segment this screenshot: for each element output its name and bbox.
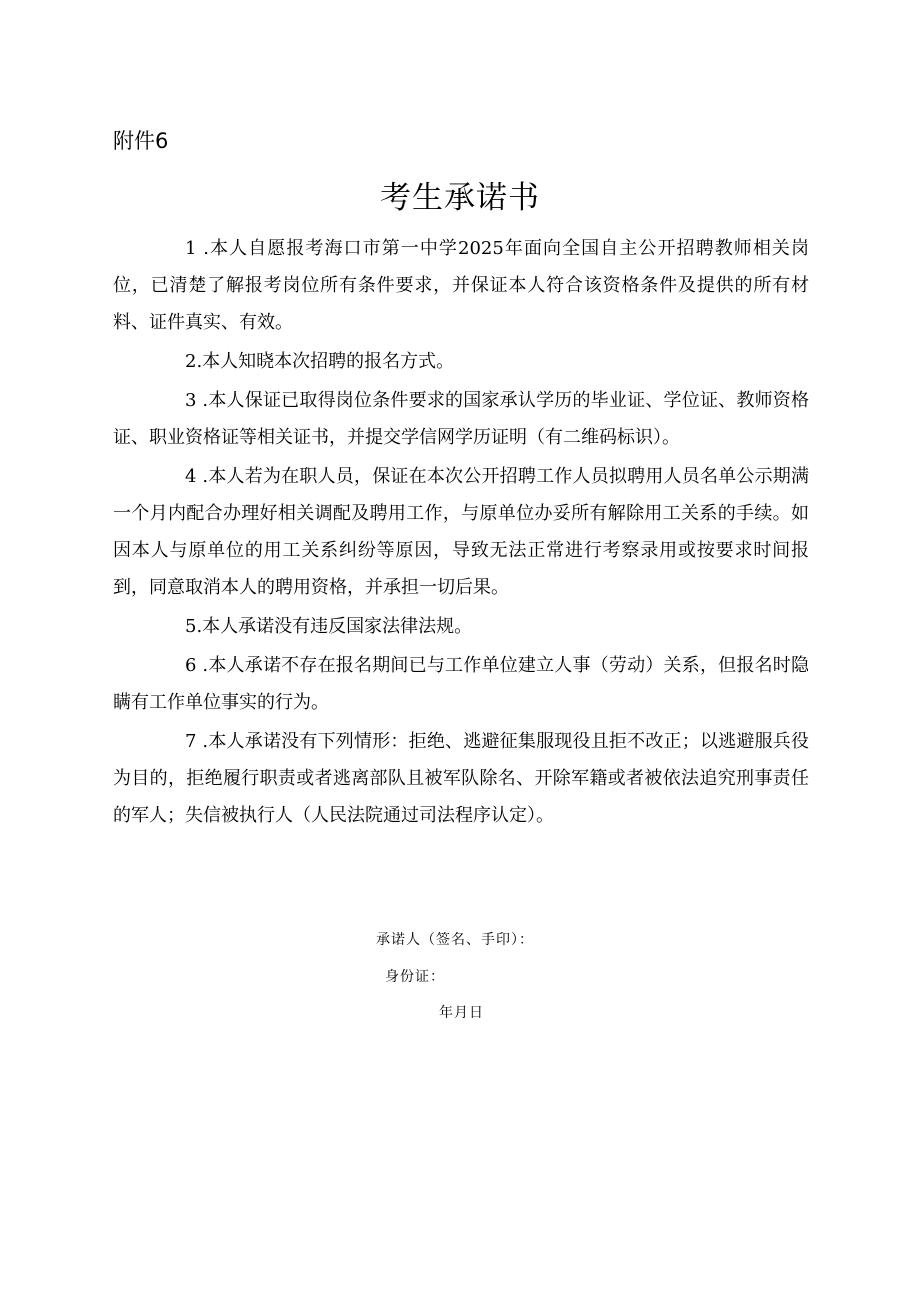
item-text: .本人承诺不存在报名期间已与工作单位建立人事（劳动）关系，但报名时隐瞒有工作单位事实的行为。 (113, 655, 809, 713)
list-item (113, 458, 809, 606)
list-item (113, 723, 809, 834)
document-title: 考生承诺书 (380, 180, 540, 216)
item-text: .本人自愿报考海口市第一中学2025年面向全国自主公开招聘教师相关岗位，已清楚了解报考岗位所有条件要求，并保证本人符合该资格条件及提供的所有材料、证件真实、有效。 (113, 238, 809, 333)
item-text: .本人承诺没有下列情形：拒绝、逃避征集服现役且拒不改正；以逃避服兵役为目的，拒绝履行职责或者逃离部队且被军队除名、开除军籍或者被依法追究刑事责任的军人；失信被执行人（人民法院通过司法程序认定）。 (113, 731, 809, 826)
item-number: 1 (185, 238, 197, 259)
list-item (113, 382, 809, 456)
list-item (113, 343, 809, 380)
id-card-label: 身份证： (385, 969, 445, 985)
item-text: .本人若为在职人员，保证在本次公开招聘工作人员拟聘用人员名单公示期满一个月内配合办理好相关调配及聘用工作，与原单位办妥所有解除用工关系的手续。如因本人与原单位的用工关系纠纷等原因，导致无法正常进行考察录用或按要求时间报到，同意取消本人的聘用资格，并承担一切后果。 (113, 466, 809, 598)
list-item (113, 647, 809, 721)
item-number: 2 (185, 351, 197, 372)
item-text: .本人知晓本次招聘的报名方式。 (196, 351, 455, 372)
document-body (113, 230, 809, 836)
attachment-label: 附件6 (113, 129, 169, 153)
item-text: .本人保证已取得岗位条件要求的国家承认学历的毕业证、学位证、教师资格证、职业资格证等相关证书，并提交学信网学历证明（有二维码标识）。 (113, 390, 809, 448)
item-text: .本人承诺没有违反国家法律法规。 (196, 616, 473, 637)
item-number: 7 (185, 731, 197, 752)
list-item (113, 230, 809, 341)
item-number: 3 (185, 390, 197, 411)
item-number: 6 (185, 655, 197, 676)
item-number: 4 (185, 466, 197, 487)
date-label: 年月日 (439, 1005, 484, 1021)
list-item (113, 608, 809, 645)
signature-label: 承诺人（签名、手印）： (376, 932, 534, 948)
item-number: 5 (185, 616, 197, 637)
